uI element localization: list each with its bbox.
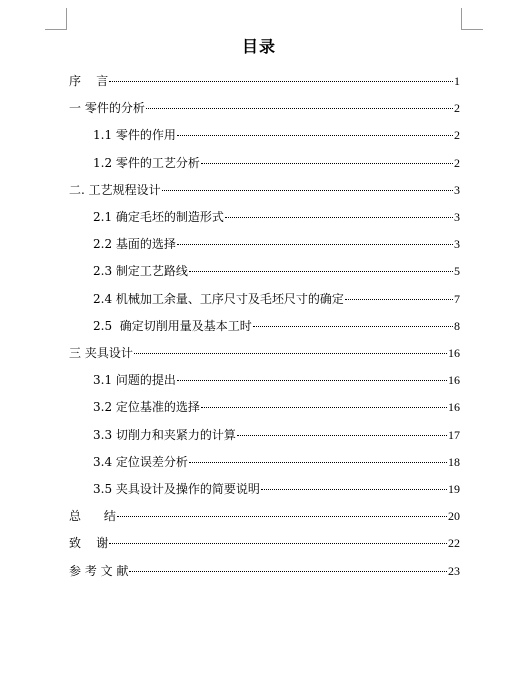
toc-page-number: 2 bbox=[454, 155, 460, 170]
toc-entry[interactable] bbox=[93, 235, 460, 253]
toc-page-number: 16 bbox=[448, 373, 460, 388]
toc-entry[interactable] bbox=[93, 290, 460, 308]
toc-entry[interactable] bbox=[69, 72, 460, 90]
toc-entry[interactable] bbox=[69, 534, 460, 552]
toc-entry-label: 2.3 制定工艺路线 bbox=[93, 264, 188, 279]
toc-page-number: 5 bbox=[454, 264, 460, 279]
toc-dot-leader bbox=[201, 163, 453, 164]
toc-entry-label: 3.4 定位误差分析 bbox=[93, 454, 188, 469]
toc-dot-leader bbox=[146, 108, 453, 109]
toc-dot-leader bbox=[162, 190, 453, 191]
toc-entry-label: 三 夹具设计 bbox=[69, 346, 133, 360]
toc-dot-leader bbox=[189, 462, 447, 463]
toc-page-number: 16 bbox=[448, 346, 460, 360]
toc-entry[interactable] bbox=[69, 562, 460, 580]
toc-entry[interactable] bbox=[93, 453, 460, 471]
toc-dot-leader bbox=[345, 299, 453, 300]
toc-page-number: 7 bbox=[454, 291, 460, 306]
toc-dot-leader bbox=[237, 435, 447, 436]
toc-page-number: 16 bbox=[448, 400, 460, 415]
toc-page-number: 19 bbox=[448, 482, 460, 496]
toc-page-number: 23 bbox=[448, 563, 460, 578]
toc-page-number: 22 bbox=[448, 536, 460, 551]
toc-dot-leader bbox=[189, 271, 453, 272]
toc-dot-leader bbox=[177, 380, 447, 381]
toc-page-number: 2 bbox=[454, 128, 460, 143]
toc-entry[interactable] bbox=[69, 99, 460, 117]
toc-dot-leader bbox=[109, 81, 453, 82]
toc-dot-leader bbox=[177, 244, 453, 245]
toc-entry[interactable] bbox=[69, 181, 460, 199]
toc-entry[interactable] bbox=[93, 480, 460, 498]
toc-entry-label: 2.4 机械加工余量、工序尺寸及毛坯尺寸的确定 bbox=[93, 291, 344, 306]
toc-entry-label: 总 结 bbox=[69, 509, 116, 524]
toc-page-number: 2 bbox=[454, 101, 460, 116]
toc-dot-leader bbox=[117, 516, 447, 517]
toc-entry-label: 一 零件的分析 bbox=[69, 101, 145, 116]
toc-dot-leader bbox=[177, 135, 453, 136]
toc-entry-label: 2.2 基面的选择 bbox=[93, 237, 176, 252]
toc-page-number: 18 bbox=[448, 454, 460, 469]
toc-title: 目录 bbox=[241, 37, 276, 56]
toc-entry[interactable] bbox=[69, 344, 460, 362]
toc-entry[interactable] bbox=[93, 126, 460, 144]
toc-dot-leader bbox=[261, 489, 447, 490]
toc-entry-label: 序 言 bbox=[69, 74, 109, 88]
toc-dot-leader bbox=[129, 571, 447, 572]
toc-dot-leader bbox=[225, 217, 453, 218]
toc-entry-label: 2.5 确定切削用量及基本工时 bbox=[93, 318, 252, 333]
toc-entry-label: 1.1 零件的作用 bbox=[93, 128, 176, 143]
toc-entry[interactable] bbox=[93, 317, 460, 335]
toc-entry[interactable] bbox=[93, 371, 460, 389]
toc-entry-label: 3.3 切削力和夹紧力的计算 bbox=[93, 427, 236, 442]
toc-entry[interactable] bbox=[93, 262, 460, 280]
toc-dot-leader bbox=[201, 407, 447, 408]
toc-entry[interactable] bbox=[93, 154, 460, 172]
toc-entry-label: 2.1 确定毛坯的制造形式 bbox=[93, 210, 224, 224]
toc-entry-label: 3.5 夹具设计及操作的简要说明 bbox=[93, 482, 260, 496]
toc-page-number: 3 bbox=[454, 210, 460, 224]
toc-dot-leader bbox=[109, 543, 447, 544]
toc-entry-label: 参 考 文 献 bbox=[69, 563, 129, 578]
toc-entry-label: 二. 工艺规程设计 bbox=[69, 182, 161, 197]
toc-entry[interactable] bbox=[93, 208, 460, 226]
toc-page-number: 17 bbox=[448, 427, 460, 442]
toc-dot-leader bbox=[134, 353, 447, 354]
toc-entry[interactable] bbox=[69, 507, 460, 525]
toc-entry-label: 3.2 定位基准的选择 bbox=[93, 400, 200, 415]
toc-page-number: 3 bbox=[454, 182, 460, 197]
toc-entry[interactable] bbox=[93, 398, 460, 416]
toc-page-number: 3 bbox=[454, 237, 460, 252]
toc-page-number: 1 bbox=[454, 74, 460, 88]
toc-entry-label: 致 谢 bbox=[69, 536, 109, 551]
toc-entry-label: 1.2 零件的工艺分析 bbox=[93, 155, 200, 170]
toc-page-number: 8 bbox=[454, 318, 460, 333]
toc-entry[interactable] bbox=[93, 426, 460, 444]
toc-entry-label: 3.1 问题的提出 bbox=[93, 373, 176, 388]
toc-page-number: 20 bbox=[448, 509, 460, 524]
toc-dot-leader bbox=[253, 326, 453, 327]
